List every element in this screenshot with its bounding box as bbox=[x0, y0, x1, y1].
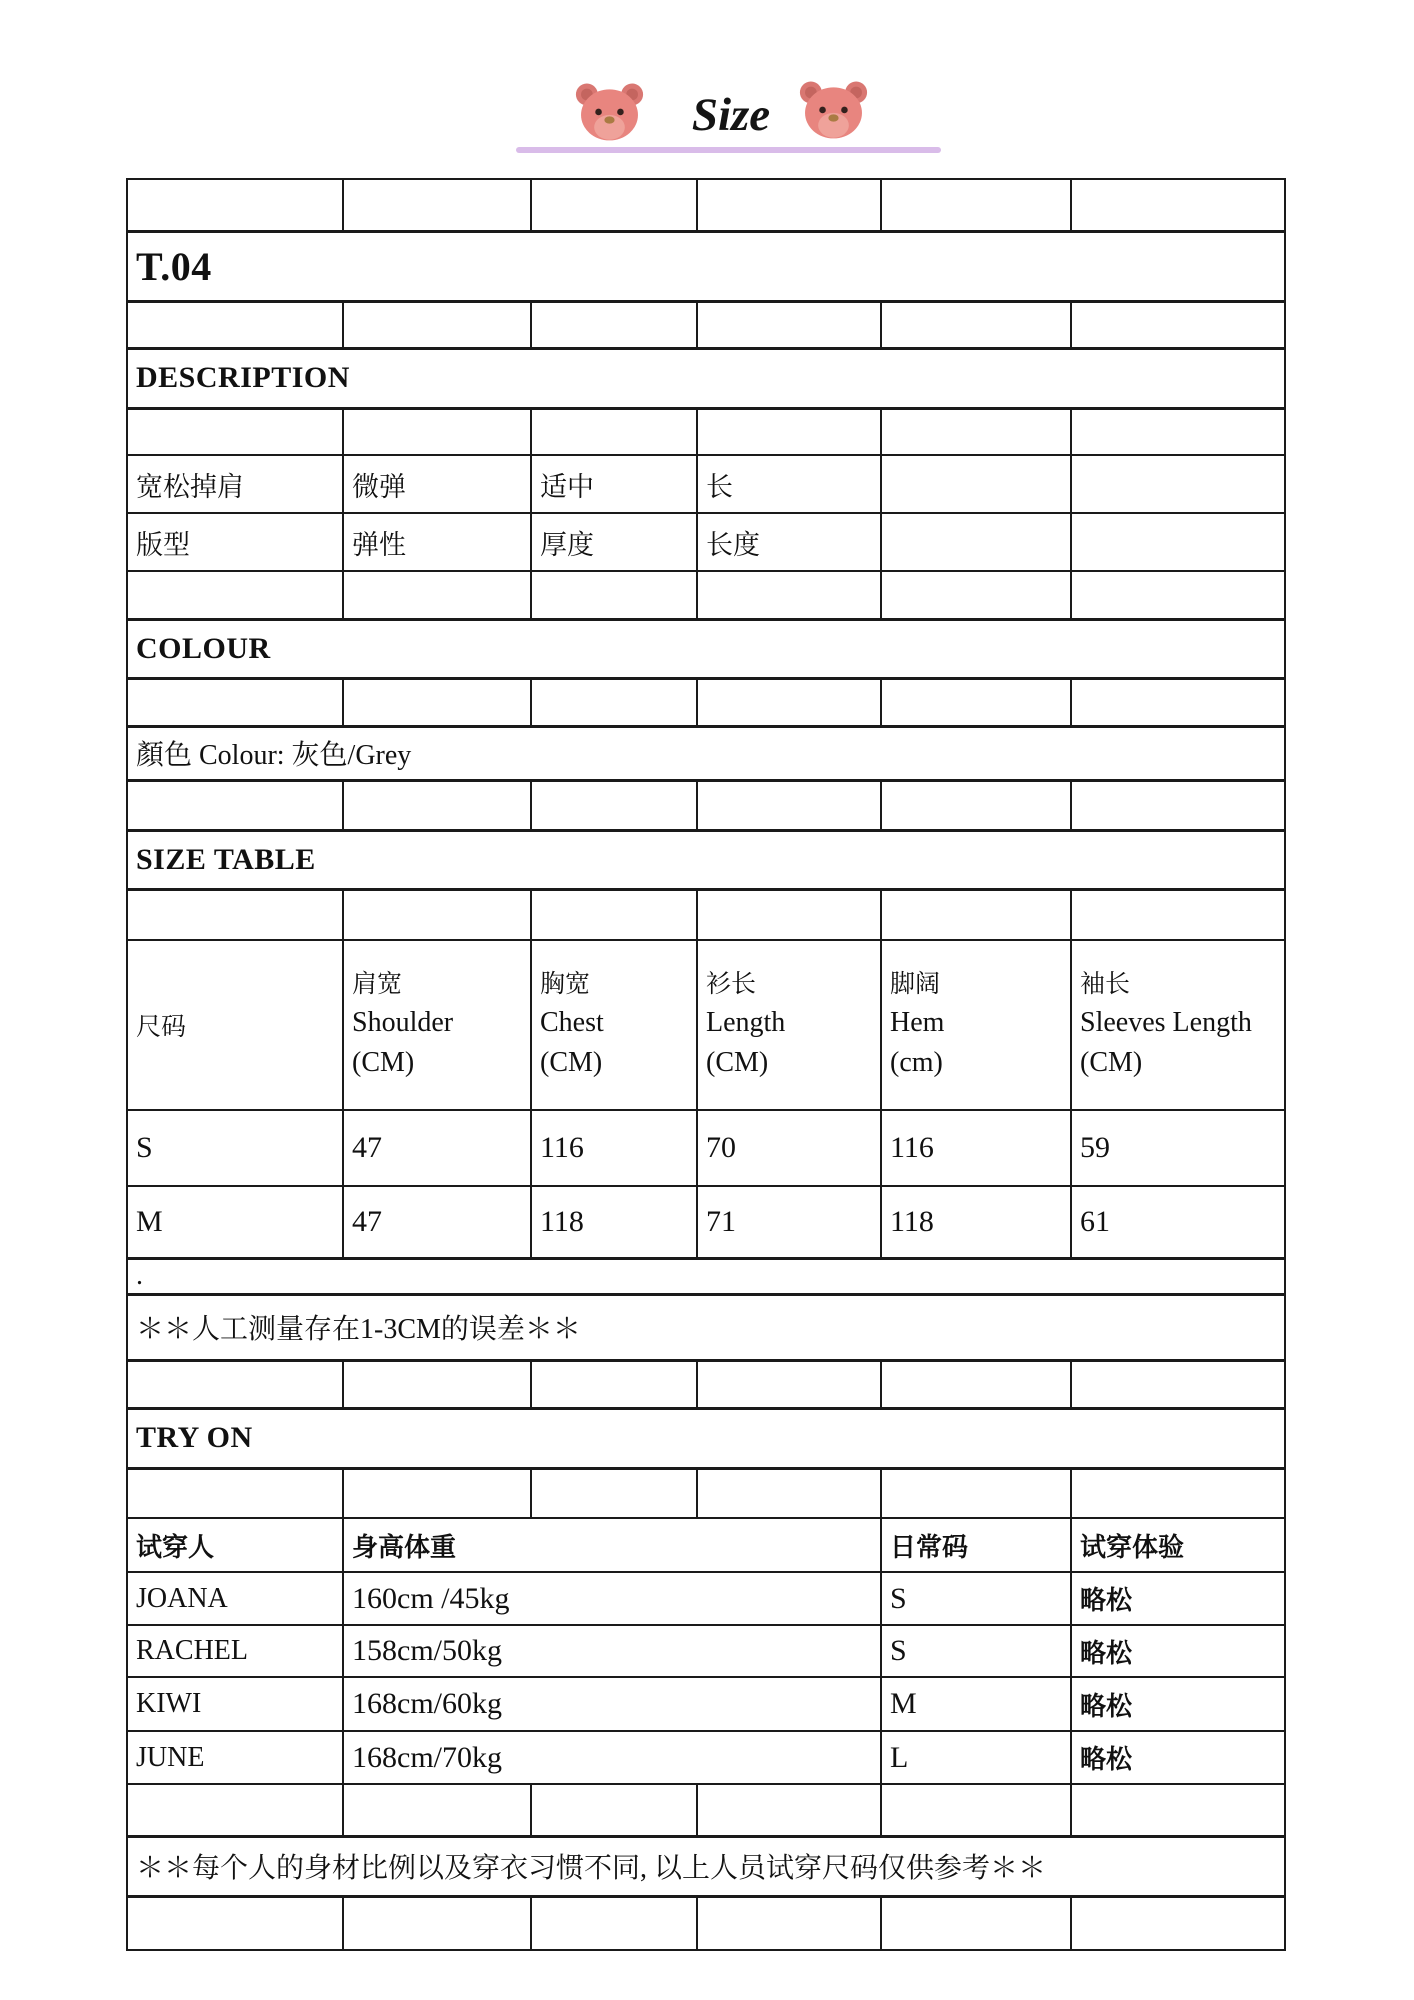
tester-fit: 略松 bbox=[1071, 1677, 1285, 1731]
tester-daily-size: L bbox=[881, 1731, 1071, 1784]
empty-cell bbox=[1071, 1896, 1285, 1950]
size-chart-table bbox=[126, 178, 1286, 1951]
tester-fit: 略松 bbox=[1071, 1572, 1285, 1625]
size-table-heading-row bbox=[127, 830, 1285, 889]
spacer-row bbox=[127, 1784, 1285, 1836]
try-on-header-row bbox=[127, 1518, 1285, 1572]
size-columns-header-row bbox=[127, 940, 1285, 1110]
shoulder-value: 47 bbox=[343, 1110, 531, 1186]
empty-cell bbox=[697, 1468, 881, 1518]
size-row-s bbox=[127, 1110, 1285, 1186]
spacer-row bbox=[127, 571, 1285, 619]
empty-cell bbox=[697, 301, 881, 348]
empty-cell bbox=[881, 571, 1071, 619]
empty-cell bbox=[1071, 889, 1285, 940]
tester-name: RACHEL bbox=[127, 1625, 343, 1677]
empty-cell bbox=[343, 571, 531, 619]
empty-cell bbox=[697, 780, 881, 830]
tester-daily-size: S bbox=[881, 1625, 1071, 1677]
try-on-note: ＊＊每个人的身材比例以及穿衣习惯不同, 以上人员试穿尺码仅供参考＊＊ bbox=[127, 1836, 1285, 1896]
size-col-unit: (CM) bbox=[352, 1047, 415, 1079]
tester-name: KIWI bbox=[127, 1677, 343, 1731]
size-label: M bbox=[127, 1186, 343, 1258]
chest-value: 118 bbox=[531, 1186, 697, 1258]
empty-cell bbox=[881, 1360, 1071, 1408]
empty-cell bbox=[531, 1360, 697, 1408]
empty-cell bbox=[881, 1896, 1071, 1950]
colour-value: 顏色 Colour: 灰色/Grey bbox=[127, 726, 1285, 780]
measurement-note-row bbox=[127, 1294, 1285, 1360]
empty-cell bbox=[343, 1784, 531, 1836]
description-value-stretch: 微弹 bbox=[343, 455, 531, 513]
chest-value: 116 bbox=[531, 1110, 697, 1186]
colour-heading: COLOUR bbox=[127, 619, 1285, 678]
empty-cell bbox=[881, 301, 1071, 348]
sleeves-value: 59 bbox=[1071, 1110, 1285, 1186]
title-underline-divider bbox=[516, 147, 941, 153]
empty-cell bbox=[881, 179, 1071, 231]
teddy-bear-icon bbox=[573, 79, 646, 142]
try-on-row bbox=[127, 1625, 1285, 1677]
hem-value: 118 bbox=[881, 1186, 1071, 1258]
try-on-col-height-weight: 身高体重 bbox=[343, 1518, 881, 1572]
size-label: S bbox=[127, 1110, 343, 1186]
dot-row bbox=[127, 1258, 1285, 1294]
empty-cell bbox=[127, 780, 343, 830]
empty-cell bbox=[531, 1784, 697, 1836]
empty-cell bbox=[1071, 1784, 1285, 1836]
try-on-col-tester: 试穿人 bbox=[127, 1518, 343, 1572]
empty-cell bbox=[531, 780, 697, 830]
spacer-row bbox=[127, 1360, 1285, 1408]
tester-height-weight: 160cm /45kg bbox=[343, 1572, 881, 1625]
empty-cell bbox=[343, 408, 531, 455]
description-label-thickness: 厚度 bbox=[531, 513, 697, 571]
empty-cell bbox=[531, 408, 697, 455]
empty-cell bbox=[127, 1468, 343, 1518]
empty-cell bbox=[343, 678, 531, 726]
empty-cell bbox=[127, 1784, 343, 1836]
empty-cell bbox=[881, 780, 1071, 830]
colour-value-row bbox=[127, 726, 1285, 780]
empty-cell bbox=[881, 513, 1071, 571]
empty-cell bbox=[127, 678, 343, 726]
tester-height-weight: 158cm/50kg bbox=[343, 1625, 881, 1677]
description-values-row bbox=[127, 455, 1285, 513]
description-label-length: 长度 bbox=[697, 513, 881, 571]
size-table-heading: SIZE TABLE bbox=[127, 830, 1285, 889]
dot-cell: . bbox=[127, 1258, 1285, 1294]
spacer-row bbox=[127, 1468, 1285, 1518]
spacer-row bbox=[127, 301, 1285, 348]
teddy-bear-icon bbox=[797, 77, 870, 140]
empty-cell bbox=[531, 571, 697, 619]
empty-cell bbox=[127, 408, 343, 455]
try-on-heading: TRY ON bbox=[127, 1408, 1285, 1468]
size-col-cn: 脚阔 bbox=[890, 970, 941, 999]
try-on-note-row bbox=[127, 1836, 1285, 1896]
tester-height-weight: 168cm/60kg bbox=[343, 1677, 881, 1731]
size-col-unit: (CM) bbox=[540, 1047, 603, 1079]
empty-cell bbox=[697, 571, 881, 619]
tester-name: JUNE bbox=[127, 1731, 343, 1784]
empty-cell bbox=[881, 889, 1071, 940]
description-heading-row bbox=[127, 348, 1285, 408]
empty-cell bbox=[343, 1360, 531, 1408]
try-on-row bbox=[127, 1572, 1285, 1625]
empty-cell bbox=[697, 408, 881, 455]
empty-cell bbox=[531, 1896, 697, 1950]
empty-cell bbox=[1071, 513, 1285, 571]
empty-cell bbox=[697, 1784, 881, 1836]
size-col-en: Hem bbox=[890, 1006, 945, 1038]
size-col-unit: (CM) bbox=[706, 1047, 769, 1079]
empty-cell bbox=[697, 1360, 881, 1408]
size-col-header-shoulder bbox=[343, 940, 531, 1110]
empty-cell bbox=[343, 1896, 531, 1950]
size-col-cn: 胸宽 bbox=[540, 970, 591, 999]
empty-cell bbox=[1071, 1468, 1285, 1518]
description-value-thickness: 适中 bbox=[531, 455, 697, 513]
empty-cell bbox=[1071, 408, 1285, 455]
description-label-fit: 版型 bbox=[127, 513, 343, 571]
tester-daily-size: M bbox=[881, 1677, 1071, 1731]
size-col-header-size: 尺码 bbox=[127, 940, 343, 1110]
shoulder-value: 47 bbox=[343, 1186, 531, 1258]
empty-cell bbox=[343, 780, 531, 830]
description-heading: DESCRIPTION bbox=[127, 348, 1285, 408]
size-col-cn: 肩宽 bbox=[352, 970, 403, 999]
empty-cell bbox=[531, 301, 697, 348]
empty-cell bbox=[343, 301, 531, 348]
spacer-row bbox=[127, 889, 1285, 940]
size-col-header-sleeves bbox=[1071, 940, 1285, 1110]
empty-cell bbox=[1071, 571, 1285, 619]
empty-cell bbox=[531, 179, 697, 231]
page-title: Size bbox=[691, 89, 771, 141]
colour-heading-row bbox=[127, 619, 1285, 678]
spacer-row bbox=[127, 780, 1285, 830]
empty-cell bbox=[531, 889, 697, 940]
empty-cell bbox=[343, 179, 531, 231]
hem-value: 116 bbox=[881, 1110, 1071, 1186]
empty-cell bbox=[881, 1784, 1071, 1836]
try-on-col-daily-size: 日常码 bbox=[881, 1518, 1071, 1572]
empty-cell bbox=[1071, 179, 1285, 231]
tester-daily-size: S bbox=[881, 1572, 1071, 1625]
size-col-header-chest bbox=[531, 940, 697, 1110]
try-on-row bbox=[127, 1677, 1285, 1731]
empty-cell bbox=[881, 1468, 1071, 1518]
description-labels-row bbox=[127, 513, 1285, 571]
spacer-row bbox=[127, 408, 1285, 455]
empty-cell bbox=[697, 889, 881, 940]
empty-cell bbox=[127, 1360, 343, 1408]
empty-cell bbox=[881, 408, 1071, 455]
tester-name: JOANA bbox=[127, 1572, 343, 1625]
size-col-en: Shoulder bbox=[352, 1006, 454, 1038]
empty-cell bbox=[1071, 301, 1285, 348]
tester-height-weight: 168cm/70kg bbox=[343, 1731, 881, 1784]
empty-cell bbox=[127, 889, 343, 940]
length-value: 70 bbox=[697, 1110, 881, 1186]
tester-fit: 略松 bbox=[1071, 1731, 1285, 1784]
spacer-row bbox=[127, 1896, 1285, 1950]
description-label-stretch: 弹性 bbox=[343, 513, 531, 571]
empty-cell bbox=[881, 455, 1071, 513]
empty-cell bbox=[531, 678, 697, 726]
size-col-header-hem bbox=[881, 940, 1071, 1110]
page-header bbox=[0, 0, 1414, 178]
spacer-row bbox=[127, 179, 1285, 231]
measurement-note: ＊＊人工测量存在1-3CM的误差＊＊ bbox=[127, 1294, 1285, 1360]
try-on-col-fit: 试穿体验 bbox=[1071, 1518, 1285, 1572]
empty-cell bbox=[881, 678, 1071, 726]
empty-cell bbox=[127, 1896, 343, 1950]
size-col-unit: (cm) bbox=[890, 1047, 943, 1079]
empty-cell bbox=[531, 1468, 697, 1518]
empty-cell bbox=[697, 1896, 881, 1950]
try-on-row bbox=[127, 1731, 1285, 1784]
size-col-unit: (CM) bbox=[1080, 1047, 1143, 1079]
empty-cell bbox=[127, 571, 343, 619]
empty-cell bbox=[697, 179, 881, 231]
size-row-m bbox=[127, 1186, 1285, 1258]
empty-cell bbox=[127, 179, 343, 231]
sleeves-value: 61 bbox=[1071, 1186, 1285, 1258]
size-col-en: Chest bbox=[540, 1006, 604, 1038]
empty-cell bbox=[1071, 1360, 1285, 1408]
description-value-length: 长 bbox=[697, 455, 881, 513]
empty-cell bbox=[127, 301, 343, 348]
size-col-cn: 衫长 bbox=[706, 970, 757, 999]
size-col-en: Sleeves Length bbox=[1080, 1006, 1252, 1038]
empty-cell bbox=[1071, 678, 1285, 726]
tester-fit: 略松 bbox=[1071, 1625, 1285, 1677]
description-value-fit: 宽松掉肩 bbox=[127, 455, 343, 513]
empty-cell bbox=[1071, 455, 1285, 513]
try-on-heading-row bbox=[127, 1408, 1285, 1468]
empty-cell bbox=[1071, 780, 1285, 830]
empty-cell bbox=[343, 889, 531, 940]
product-code: T.04 bbox=[127, 231, 1285, 301]
product-code-row bbox=[127, 231, 1285, 301]
empty-cell bbox=[697, 678, 881, 726]
size-col-en: Length bbox=[706, 1006, 786, 1038]
size-col-header-length bbox=[697, 940, 881, 1110]
empty-cell bbox=[343, 1468, 531, 1518]
size-col-cn: 袖长 bbox=[1080, 970, 1131, 999]
length-value: 71 bbox=[697, 1186, 881, 1258]
spacer-row bbox=[127, 678, 1285, 726]
